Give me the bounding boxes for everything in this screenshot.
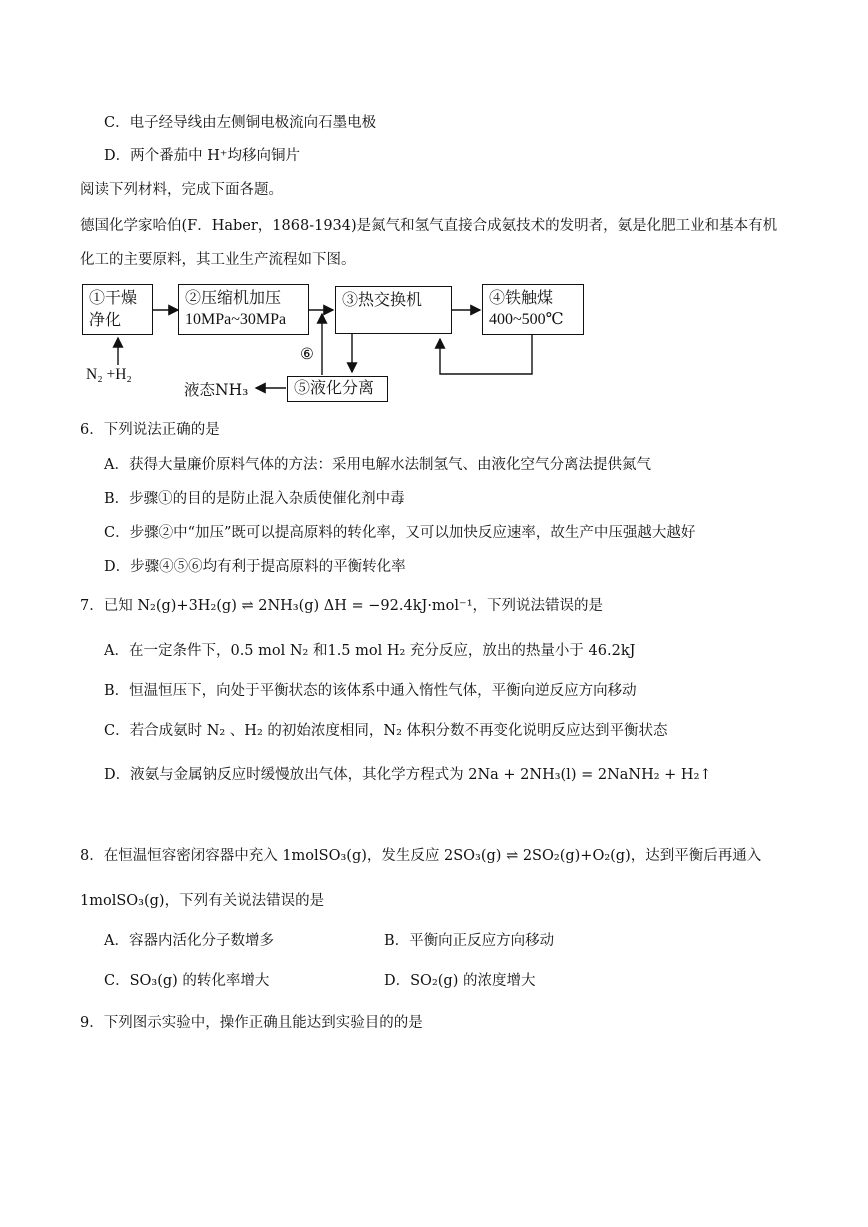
q6-option-d: D．步骤④⑤⑥均有利于提高原料的平衡转化率 [104,559,406,575]
prev-option-c: C．电子经导线由左侧铜电极流向石墨电极 [104,115,377,131]
q8-option-a: A．容器内活化分子数增多 [104,933,274,949]
q6-option-b: B．步骤①的目的是防止混入杂质使催化剂中毒 [104,491,405,507]
reading-paragraph-line2: 化工的主要原料，其工业生产流程如下图。 [80,252,356,268]
q7-option-b: B．恒温恒压下，向处于平衡状态的该体系中通入惰性气体，平衡向逆反应方向移动 [104,683,637,699]
step5-liquefaction-box [287,376,388,402]
q8-stem-line2: 1molSO₃(g)，下列有关说法错误的是 [80,893,325,909]
step4-label-a: ④铁触煤 [489,288,554,307]
product-liquid-ammonia: 液态NH₃ [184,381,249,399]
step3-heat-exchanger-box [335,286,452,334]
q8-stem-line1: 8．在恒温恒容密闭容器中充入 1molSO₃(g)，发生反应 2SO₃(g) ⇌ 2SO₂(g)+O₂(g)，达到平衡后再通入 [80,848,762,864]
step2-compressor-box [178,284,309,335]
step1-dry-purify-box [82,284,153,335]
flow-arrows [0,0,868,420]
q7-option-d: D．液氨与金属钠反应时缓慢放出气体，其化学方程式为 2Na + 2NH₃(l) = 2NaNH₂ + H₂↑ [104,767,712,783]
q6-option-c: C．步骤②中“加压”既可以提高原料的转化率，又可以加快反应速率，故生产中压强越大越好 [104,525,696,541]
q8-option-b: B．平衡向正反应方向移动 [384,933,555,949]
q6-stem: 6．下列说法正确的是 [80,422,220,438]
q7-option-a: A．在一定条件下，0.5 mol N₂ 和1.5 mol H₂ 充分反应，放出的热量小于 46.2kJ [104,643,636,659]
step4-temperature: 400~500℃ [489,311,564,328]
step2-pressure: 10MPa~30MPa [185,311,287,328]
step1-label-b: 净化 [89,310,122,329]
q8-option-c: C．SO₃(g) 的转化率增大 [104,973,270,989]
input-gases: N₂ +H₂ [86,366,132,383]
step3-label: ③热交换机 [342,290,423,309]
q8-option-d: D．SO₂(g) 的浓度增大 [384,973,536,989]
q6-option-a: A．获得大量廉价原料气体的方法：采用电解水法制氢气、由液化空气分离法提供氮气 [104,457,651,473]
q7-stem: 7．已知 N₂(g)+3H₂(g) ⇌ 2NH₃(g) ΔH = −92.4kJ·mol⁻¹，下列说法错误的是 [80,598,604,614]
step1-label-a: ①干燥 [89,288,138,307]
reading-intro: 阅读下列材料，完成下面各题。 [80,182,283,198]
step2-label-a: ②压缩机加压 [185,288,282,307]
step4-catalyst-box [482,284,584,335]
q9-stem: 9．下列图示实验中，操作正确且能达到实验目的的是 [80,1015,423,1031]
q7-option-c: C．若合成氨时 N₂ 、H₂ 的初始浓度相同，N₂ 体积分数不再变化说明反应达到平衡状态 [104,723,668,739]
prev-option-d: D．两个番茄中 H⁺均移向铜片 [104,148,301,164]
step5-label: ⑤液化分离 [294,378,375,397]
reading-paragraph-line1: 德国化学家哈伯(F．Haber，1868-1934)是氮气和氢气直接合成氨技术的发明者，氨是化肥工业和基本有机 [80,218,778,234]
step6-label: ⑥ [300,345,314,363]
